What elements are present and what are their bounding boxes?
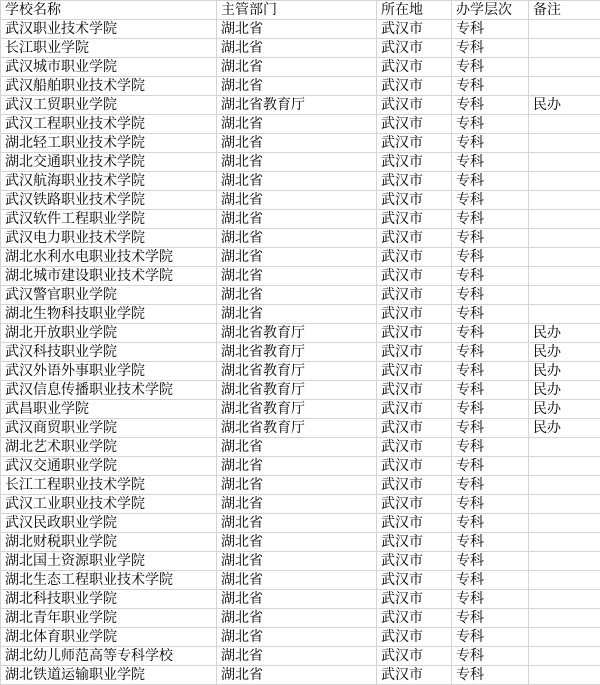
table-row — [1, 381, 600, 400]
location-cell[interactable]: 武汉市 — [377, 324, 452, 343]
level-cell[interactable]: 专科 — [452, 324, 529, 343]
table-row — [1, 495, 600, 514]
remarks-cell[interactable]: 民办 — [529, 324, 600, 343]
department-cell[interactable]: 湖北省 — [217, 210, 377, 229]
school-name-cell[interactable]: 湖北财税职业学院 — [1, 533, 217, 552]
level-cell[interactable]: 专科 — [452, 210, 529, 229]
level-cell[interactable]: 专科 — [452, 609, 529, 628]
department-cell[interactable]: 湖北省 — [217, 115, 377, 134]
level-cell[interactable]: 专科 — [452, 77, 529, 96]
table-row — [1, 476, 600, 495]
level-cell[interactable]: 专科 — [452, 495, 529, 514]
remarks-cell[interactable] — [529, 305, 600, 324]
table-row — [1, 628, 600, 647]
location-cell[interactable]: 武汉市 — [377, 400, 452, 419]
school-name-cell[interactable]: 湖北生物科技职业学院 — [1, 305, 217, 324]
school-name-cell[interactable]: 湖北轻工职业技术学院 — [1, 134, 217, 153]
school-name-cell[interactable]: 湖北国土资源职业学院 — [1, 552, 217, 571]
remarks-cell[interactable] — [529, 191, 600, 210]
department-cell[interactable]: 湖北省 — [217, 495, 377, 514]
table-row — [1, 590, 600, 609]
location-cell[interactable]: 武汉市 — [377, 58, 452, 77]
location-cell[interactable]: 武汉市 — [377, 666, 452, 685]
department-cell[interactable]: 湖北省 — [217, 39, 377, 58]
department-cell[interactable]: 湖北省 — [217, 305, 377, 324]
location-cell[interactable]: 武汉市 — [377, 267, 452, 286]
remarks-cell[interactable] — [529, 172, 600, 191]
location-cell[interactable]: 武汉市 — [377, 39, 452, 58]
level-cell[interactable]: 专科 — [452, 514, 529, 533]
header-level[interactable]: 办学层次 — [452, 1, 529, 20]
location-cell[interactable]: 武汉市 — [377, 419, 452, 438]
level-cell[interactable]: 专科 — [452, 571, 529, 590]
level-cell[interactable]: 专科 — [452, 552, 529, 571]
level-cell[interactable]: 专科 — [452, 438, 529, 457]
school-name-cell[interactable]: 武汉信息传播职业技术学院 — [1, 381, 217, 400]
level-cell[interactable]: 专科 — [452, 191, 529, 210]
table-row — [1, 248, 600, 267]
remarks-cell[interactable]: 民办 — [529, 362, 600, 381]
table-row — [1, 571, 600, 590]
school-name-cell[interactable]: 武汉航海职业技术学院 — [1, 172, 217, 191]
remarks-cell[interactable]: 民办 — [529, 400, 600, 419]
header-department[interactable]: 主管部门 — [217, 1, 377, 20]
table-row — [1, 343, 600, 362]
remarks-cell[interactable] — [529, 666, 600, 685]
department-cell[interactable]: 湖北省 — [217, 77, 377, 96]
department-cell[interactable]: 湖北省 — [217, 58, 377, 77]
department-cell[interactable]: 湖北省 — [217, 248, 377, 267]
table-row — [1, 533, 600, 552]
remarks-cell[interactable] — [529, 286, 600, 305]
department-cell[interactable]: 湖北省 — [217, 172, 377, 191]
remarks-cell[interactable] — [529, 248, 600, 267]
location-cell[interactable]: 武汉市 — [377, 248, 452, 267]
department-cell[interactable]: 湖北省教育厅 — [217, 400, 377, 419]
remarks-cell[interactable] — [529, 476, 600, 495]
remarks-cell[interactable] — [529, 571, 600, 590]
school-name-cell[interactable]: 湖北科技职业学院 — [1, 590, 217, 609]
department-cell[interactable]: 湖北省教育厅 — [217, 381, 377, 400]
school-name-cell[interactable]: 武汉工业职业技术学院 — [1, 495, 217, 514]
table-row — [1, 39, 600, 58]
remarks-cell[interactable] — [529, 514, 600, 533]
location-cell[interactable]: 武汉市 — [377, 134, 452, 153]
school-name-cell[interactable]: 武汉软件工程职业学院 — [1, 210, 217, 229]
location-cell[interactable]: 武汉市 — [377, 210, 452, 229]
department-cell[interactable]: 湖北省 — [217, 628, 377, 647]
table-row — [1, 362, 600, 381]
school-name-cell[interactable]: 武汉电力职业技术学院 — [1, 229, 217, 248]
remarks-cell[interactable]: 民办 — [529, 96, 600, 115]
school-name-cell[interactable]: 长江工程职业技术学院 — [1, 476, 217, 495]
table-row — [1, 267, 600, 286]
header-school-name[interactable]: 学校名称 — [1, 1, 217, 20]
table-row — [1, 400, 600, 419]
school-name-cell[interactable]: 湖北艺术职业学院 — [1, 438, 217, 457]
location-cell[interactable]: 武汉市 — [377, 20, 452, 39]
table-row — [1, 286, 600, 305]
department-cell[interactable]: 湖北省教育厅 — [217, 362, 377, 381]
header-row — [1, 1, 600, 20]
department-cell[interactable]: 湖北省教育厅 — [217, 419, 377, 438]
table-row — [1, 210, 600, 229]
location-cell[interactable]: 武汉市 — [377, 362, 452, 381]
remarks-cell[interactable] — [529, 267, 600, 286]
school-name-cell[interactable]: 武昌职业学院 — [1, 400, 217, 419]
location-cell[interactable]: 武汉市 — [377, 229, 452, 248]
table-row — [1, 58, 600, 77]
school-name-cell[interactable]: 武汉铁路职业技术学院 — [1, 191, 217, 210]
table-row — [1, 153, 600, 172]
location-cell[interactable]: 武汉市 — [377, 514, 452, 533]
department-cell[interactable]: 湖北省 — [217, 20, 377, 39]
table-row — [1, 666, 600, 685]
remarks-cell[interactable] — [529, 20, 600, 39]
location-cell[interactable]: 武汉市 — [377, 647, 452, 666]
school-name-cell[interactable]: 武汉工程职业技术学院 — [1, 115, 217, 134]
level-cell[interactable]: 专科 — [452, 229, 529, 248]
header-location[interactable]: 所在地 — [377, 1, 452, 20]
remarks-cell[interactable] — [529, 210, 600, 229]
table-row — [1, 457, 600, 476]
school-name-cell[interactable]: 武汉工贸职业学院 — [1, 96, 217, 115]
remarks-cell[interactable] — [529, 134, 600, 153]
department-cell[interactable]: 湖北省教育厅 — [217, 343, 377, 362]
department-cell[interactable]: 湖北省 — [217, 153, 377, 172]
school-name-cell[interactable]: 湖北铁道运输职业学院 — [1, 666, 217, 685]
location-cell[interactable]: 武汉市 — [377, 495, 452, 514]
level-cell[interactable]: 专科 — [452, 476, 529, 495]
department-cell[interactable]: 湖北省 — [217, 552, 377, 571]
table-row — [1, 191, 600, 210]
level-cell[interactable]: 专科 — [452, 628, 529, 647]
department-cell[interactable]: 湖北省 — [217, 590, 377, 609]
table-row — [1, 20, 600, 39]
location-cell[interactable]: 武汉市 — [377, 476, 452, 495]
level-cell[interactable]: 专科 — [452, 96, 529, 115]
remarks-cell[interactable] — [529, 457, 600, 476]
department-cell[interactable]: 湖北省 — [217, 571, 377, 590]
location-cell[interactable]: 武汉市 — [377, 96, 452, 115]
remarks-cell[interactable] — [529, 647, 600, 666]
level-cell[interactable]: 专科 — [452, 172, 529, 191]
school-name-cell[interactable]: 武汉科技职业学院 — [1, 343, 217, 362]
table-row — [1, 438, 600, 457]
table-row — [1, 172, 600, 191]
location-cell[interactable]: 武汉市 — [377, 172, 452, 191]
location-cell[interactable]: 武汉市 — [377, 153, 452, 172]
location-cell[interactable]: 武汉市 — [377, 438, 452, 457]
table-row — [1, 96, 600, 115]
school-name-cell[interactable]: 武汉商贸职业学院 — [1, 419, 217, 438]
school-name-cell[interactable]: 武汉船舶职业技术学院 — [1, 77, 217, 96]
location-cell[interactable]: 武汉市 — [377, 590, 452, 609]
remarks-cell[interactable] — [529, 229, 600, 248]
department-cell[interactable]: 湖北省 — [217, 609, 377, 628]
school-name-cell[interactable]: 湖北水利水电职业技术学院 — [1, 248, 217, 267]
school-name-cell[interactable]: 湖北城市建设职业技术学院 — [1, 267, 217, 286]
remarks-cell[interactable] — [529, 609, 600, 628]
department-cell[interactable]: 湖北省 — [217, 191, 377, 210]
table-row — [1, 305, 600, 324]
level-cell[interactable]: 专科 — [452, 533, 529, 552]
level-cell[interactable]: 专科 — [452, 362, 529, 381]
location-cell[interactable]: 武汉市 — [377, 571, 452, 590]
table-body — [1, 20, 600, 685]
location-cell[interactable]: 武汉市 — [377, 305, 452, 324]
level-cell[interactable]: 专科 — [452, 134, 529, 153]
level-cell[interactable]: 专科 — [452, 305, 529, 324]
table-row — [1, 115, 600, 134]
location-cell[interactable]: 武汉市 — [377, 115, 452, 134]
table-row — [1, 324, 600, 343]
location-cell[interactable]: 武汉市 — [377, 609, 452, 628]
level-cell[interactable]: 专科 — [452, 153, 529, 172]
remarks-cell[interactable]: 民办 — [529, 381, 600, 400]
remarks-cell[interactable] — [529, 115, 600, 134]
table-row — [1, 419, 600, 438]
location-cell[interactable]: 武汉市 — [377, 77, 452, 96]
level-cell[interactable]: 专科 — [452, 58, 529, 77]
department-cell[interactable]: 湖北省 — [217, 533, 377, 552]
remarks-cell[interactable] — [529, 77, 600, 96]
department-cell[interactable]: 湖北省教育厅 — [217, 324, 377, 343]
remarks-cell[interactable] — [529, 533, 600, 552]
level-cell[interactable]: 专科 — [452, 286, 529, 305]
level-cell[interactable]: 专科 — [452, 590, 529, 609]
location-cell[interactable]: 武汉市 — [377, 286, 452, 305]
level-cell[interactable]: 专科 — [452, 267, 529, 286]
level-cell[interactable]: 专科 — [452, 419, 529, 438]
school-name-cell[interactable]: 武汉交通职业学院 — [1, 457, 217, 476]
level-cell[interactable]: 专科 — [452, 647, 529, 666]
remarks-cell[interactable]: 民办 — [529, 419, 600, 438]
location-cell[interactable]: 武汉市 — [377, 343, 452, 362]
department-cell[interactable]: 湖北省 — [217, 286, 377, 305]
school-name-cell[interactable]: 湖北开放职业学院 — [1, 324, 217, 343]
school-name-cell[interactable]: 武汉城市职业学院 — [1, 58, 217, 77]
level-cell[interactable]: 专科 — [452, 115, 529, 134]
level-cell[interactable]: 专科 — [452, 39, 529, 58]
school-name-cell[interactable]: 武汉民政职业学院 — [1, 514, 217, 533]
department-cell[interactable]: 湖北省 — [217, 267, 377, 286]
table-row — [1, 229, 600, 248]
header-remarks[interactable]: 备注 — [529, 1, 600, 20]
location-cell[interactable]: 武汉市 — [377, 191, 452, 210]
department-cell[interactable]: 湖北省 — [217, 514, 377, 533]
department-cell[interactable]: 湖北省教育厅 — [217, 96, 377, 115]
department-cell[interactable]: 湖北省 — [217, 476, 377, 495]
table-row — [1, 609, 600, 628]
school-name-cell[interactable]: 湖北生态工程职业技术学院 — [1, 571, 217, 590]
department-cell[interactable]: 湖北省 — [217, 438, 377, 457]
location-cell[interactable]: 武汉市 — [377, 628, 452, 647]
department-cell[interactable]: 湖北省 — [217, 647, 377, 666]
location-cell[interactable]: 武汉市 — [377, 533, 452, 552]
level-cell[interactable]: 专科 — [452, 248, 529, 267]
table-row — [1, 552, 600, 571]
remarks-cell[interactable] — [529, 552, 600, 571]
table-row — [1, 514, 600, 533]
school-name-cell[interactable]: 湖北青年职业学院 — [1, 609, 217, 628]
table-row — [1, 647, 600, 666]
school-name-cell[interactable]: 长江职业学院 — [1, 39, 217, 58]
remarks-cell[interactable] — [529, 58, 600, 77]
school-name-cell[interactable]: 湖北体育职业学院 — [1, 628, 217, 647]
level-cell[interactable]: 专科 — [452, 400, 529, 419]
remarks-cell[interactable] — [529, 438, 600, 457]
school-name-cell[interactable]: 湖北交通职业技术学院 — [1, 153, 217, 172]
remarks-cell[interactable] — [529, 39, 600, 58]
level-cell[interactable]: 专科 — [452, 457, 529, 476]
remarks-cell[interactable] — [529, 590, 600, 609]
remarks-cell[interactable] — [529, 495, 600, 514]
table-row — [1, 77, 600, 96]
department-cell[interactable]: 湖北省 — [217, 134, 377, 153]
school-name-cell[interactable]: 湖北幼儿师范高等专科学校 — [1, 647, 217, 666]
location-cell[interactable]: 武汉市 — [377, 552, 452, 571]
department-cell[interactable]: 湖北省 — [217, 666, 377, 685]
school-name-cell[interactable]: 武汉外语外事职业学院 — [1, 362, 217, 381]
level-cell[interactable]: 专科 — [452, 381, 529, 400]
level-cell[interactable]: 专科 — [452, 20, 529, 39]
table-row — [1, 134, 600, 153]
remarks-cell[interactable] — [529, 628, 600, 647]
location-cell[interactable]: 武汉市 — [377, 457, 452, 476]
location-cell[interactable]: 武汉市 — [377, 381, 452, 400]
school-name-cell[interactable]: 武汉警官职业学院 — [1, 286, 217, 305]
level-cell[interactable]: 专科 — [452, 666, 529, 685]
school-name-cell[interactable]: 武汉职业技术学院 — [1, 20, 217, 39]
department-cell[interactable]: 湖北省 — [217, 457, 377, 476]
remarks-cell[interactable]: 民办 — [529, 343, 600, 362]
department-cell[interactable]: 湖北省 — [217, 229, 377, 248]
level-cell[interactable]: 专科 — [452, 343, 529, 362]
remarks-cell[interactable] — [529, 153, 600, 172]
